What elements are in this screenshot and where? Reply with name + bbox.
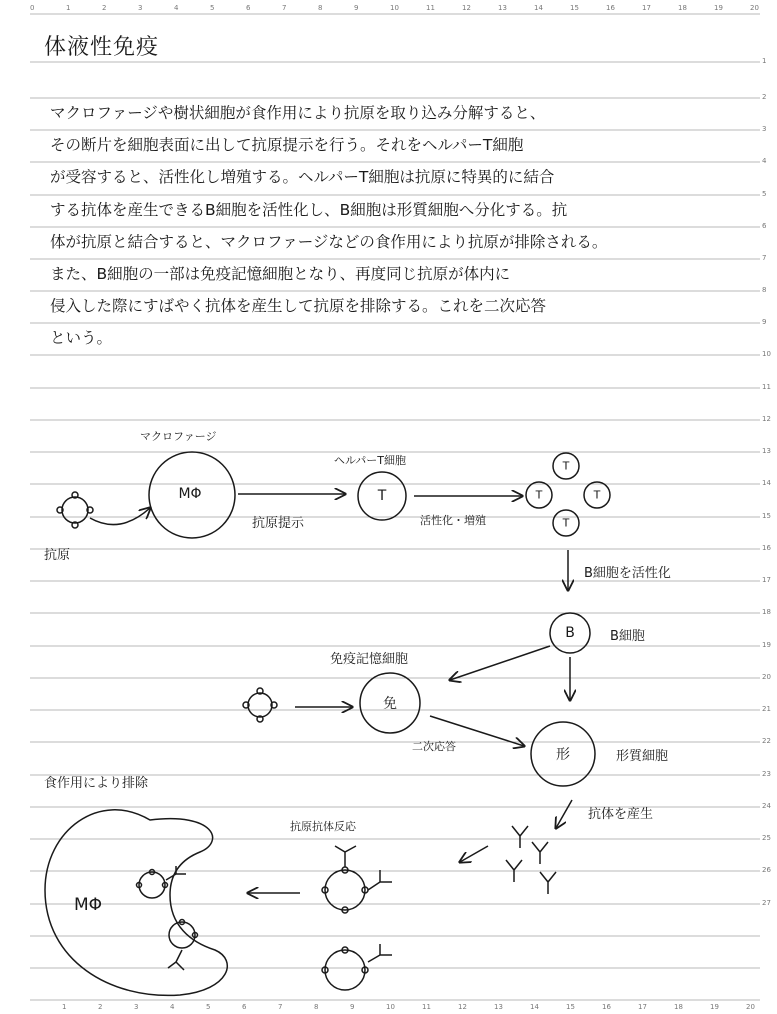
line-number: 27 bbox=[762, 899, 771, 907]
paragraph-line: する抗体を産生できるB細胞を活性化し、B細胞は形質細胞へ分化する。抗 bbox=[50, 201, 568, 219]
t-cell-clone-label: T bbox=[562, 516, 570, 530]
line-number: 6 bbox=[762, 222, 767, 230]
engulf-arrow bbox=[90, 508, 150, 525]
ruler-top-tick: 20 bbox=[750, 4, 759, 12]
line-number: 4 bbox=[762, 157, 767, 165]
line-number: 26 bbox=[762, 866, 771, 874]
ruler-bottom-tick: 12 bbox=[458, 1003, 467, 1011]
activation-proliferation-label: 活性化・増殖 bbox=[420, 514, 486, 527]
line-number: 8 bbox=[762, 286, 767, 294]
line-number: 22 bbox=[762, 737, 771, 745]
paragraph-line: マクロファージや樹状細胞が食作用により抗原を取り込み分解すると、 bbox=[50, 104, 546, 122]
eliminating-macrophage bbox=[45, 810, 227, 996]
ruler-top-tick: 14 bbox=[534, 4, 543, 12]
ruler-bottom-tick: 13 bbox=[494, 1003, 503, 1011]
ruler-bottom-tick: 1 bbox=[62, 1003, 67, 1011]
paragraph-line: 体が抗原と結合すると、マクロファージなどの食作用により抗原が排除される。 bbox=[50, 233, 608, 251]
line-number: 11 bbox=[762, 383, 771, 391]
ruler-bottom-tick: 19 bbox=[710, 1003, 719, 1011]
ruler-bottom-tick: 3 bbox=[134, 1003, 139, 1011]
line-number: 15 bbox=[762, 512, 771, 520]
paragraph-line: という。 bbox=[50, 329, 113, 347]
paragraph-line: また、B細胞の一部は免疫記憶細胞となり、再度同じ抗原が体内に bbox=[50, 265, 511, 283]
ruler-top-tick: 18 bbox=[678, 4, 687, 12]
line-number: 14 bbox=[762, 479, 771, 487]
plasma-cell-glyph: 形 bbox=[556, 747, 570, 763]
memory-cell-label: 免疫記憶細胞 bbox=[330, 652, 409, 667]
eliminating-macrophage-label: MΦ bbox=[73, 895, 103, 915]
ruler-top-tick: 17 bbox=[642, 4, 651, 12]
ruler-top-tick: 11 bbox=[426, 4, 435, 12]
secondary-response-label: 二次応答 bbox=[412, 740, 456, 753]
ruler-bottom-tick: 15 bbox=[566, 1003, 575, 1011]
line-number: 16 bbox=[762, 544, 771, 552]
ruler-top-tick: 2 bbox=[102, 4, 107, 12]
antigen-antibody-reaction-label: 抗原抗体反応 bbox=[290, 820, 356, 833]
ruler-bottom-tick: 7 bbox=[278, 1003, 283, 1011]
line-number: 18 bbox=[762, 608, 771, 616]
ruler-bottom-tick: 2 bbox=[98, 1003, 103, 1011]
ruler-top-tick: 19 bbox=[714, 4, 723, 12]
antibody-arrow bbox=[556, 800, 572, 828]
ruler-top-tick: 7 bbox=[282, 4, 287, 12]
ruler-bottom-tick: 16 bbox=[602, 1003, 611, 1011]
antigen-icon bbox=[57, 492, 93, 528]
line-number: 17 bbox=[762, 576, 771, 584]
paragraph-line: 侵入した際にすばやく抗体を産生して抗原を排除する。これを二次応答 bbox=[50, 297, 547, 315]
ruler-top-tick: 3 bbox=[138, 4, 143, 12]
ruler-top-tick: 5 bbox=[210, 4, 215, 12]
page-title: 体液性免疫 bbox=[44, 35, 160, 60]
paragraph-line: その断片を細胞表面に出して抗原提示を行う。それをヘルパーT細胞 bbox=[50, 136, 524, 154]
to-memory-arrow bbox=[450, 646, 550, 680]
line-number: 7 bbox=[762, 254, 767, 262]
ruler-top-tick: 15 bbox=[570, 4, 579, 12]
line-number: 2 bbox=[762, 93, 767, 101]
elimination-label: 食作用により排除 bbox=[44, 776, 149, 791]
macrophage-cell-label: MΦ bbox=[178, 486, 202, 502]
line-number: 23 bbox=[762, 770, 771, 778]
ruler-top-tick: 9 bbox=[354, 4, 359, 12]
line-number: 13 bbox=[762, 447, 771, 455]
line-number: 3 bbox=[762, 125, 767, 133]
ruler-bottom-tick: 18 bbox=[674, 1003, 683, 1011]
line-number: 20 bbox=[762, 673, 771, 681]
t-cell-clone-label: T bbox=[562, 459, 570, 473]
ruler-top-tick: 12 bbox=[462, 4, 471, 12]
ruler-bottom-tick: 4 bbox=[170, 1003, 175, 1011]
ruler-top-tick: 8 bbox=[318, 4, 323, 12]
antigen-presentation-label: 抗原提示 bbox=[252, 516, 305, 531]
ruler-bottom-tick: 17 bbox=[638, 1003, 647, 1011]
ruler-bottom-tick: 11 bbox=[422, 1003, 431, 1011]
engulfed-complex bbox=[137, 866, 198, 970]
ruler-top-tick: 16 bbox=[606, 4, 615, 12]
antigen-antibody-complex bbox=[322, 944, 392, 990]
ruler-bottom-tick: 5 bbox=[206, 1003, 211, 1011]
ruler-top-tick: 0 bbox=[30, 4, 35, 12]
antigen-icon bbox=[243, 688, 277, 722]
ruler-top-tick: 1 bbox=[66, 4, 71, 12]
ruler-bottom-tick: 10 bbox=[386, 1003, 395, 1011]
line-number: 19 bbox=[762, 641, 771, 649]
antibody-production-label: 抗体を産生 bbox=[588, 807, 654, 822]
ruler-bottom-tick: 14 bbox=[530, 1003, 539, 1011]
ruler-bottom-tick: 20 bbox=[746, 1003, 755, 1011]
line-number: 10 bbox=[762, 350, 771, 358]
ruler-bottom-tick: 6 bbox=[242, 1003, 247, 1011]
helper-t-cell-label: T bbox=[377, 488, 387, 504]
line-number: 12 bbox=[762, 415, 771, 423]
line-number: 9 bbox=[762, 318, 767, 326]
plasma-cell-label: 形質細胞 bbox=[616, 749, 669, 764]
t-cell-clone-label: T bbox=[593, 488, 601, 502]
ruler-bottom-tick: 9 bbox=[350, 1003, 355, 1011]
activate-b-label: B細胞を活性化 bbox=[584, 566, 671, 581]
paragraph-line: が受容すると、活性化し増殖する。ヘルパーT細胞は抗原に特異的に結合 bbox=[50, 168, 555, 186]
ruler-top-tick: 4 bbox=[174, 4, 179, 12]
line-number: 25 bbox=[762, 834, 771, 842]
antigen-label: 抗原 bbox=[44, 548, 71, 563]
helper-t-label: ヘルパーT細胞 bbox=[334, 454, 406, 467]
antigen-antibody-complex bbox=[322, 846, 392, 913]
line-number: 24 bbox=[762, 802, 771, 810]
b-cell-glyph: B bbox=[565, 625, 575, 641]
b-cell-label: B細胞 bbox=[610, 629, 645, 644]
line-number: 5 bbox=[762, 190, 767, 198]
ruler-top-tick: 10 bbox=[390, 4, 399, 12]
binding-arrow bbox=[460, 846, 488, 862]
ruler-top-tick: 13 bbox=[498, 4, 507, 12]
memory-cell-glyph: 免 bbox=[383, 696, 397, 712]
t-cell-clone-label: T bbox=[535, 488, 543, 502]
line-number: 1 bbox=[762, 57, 767, 65]
antibody-icon bbox=[506, 826, 556, 894]
ruler-top-tick: 6 bbox=[246, 4, 251, 12]
ruler-bottom-tick: 8 bbox=[314, 1003, 319, 1011]
macrophage-label: マクロファージ bbox=[140, 430, 217, 443]
line-number: 21 bbox=[762, 705, 771, 713]
